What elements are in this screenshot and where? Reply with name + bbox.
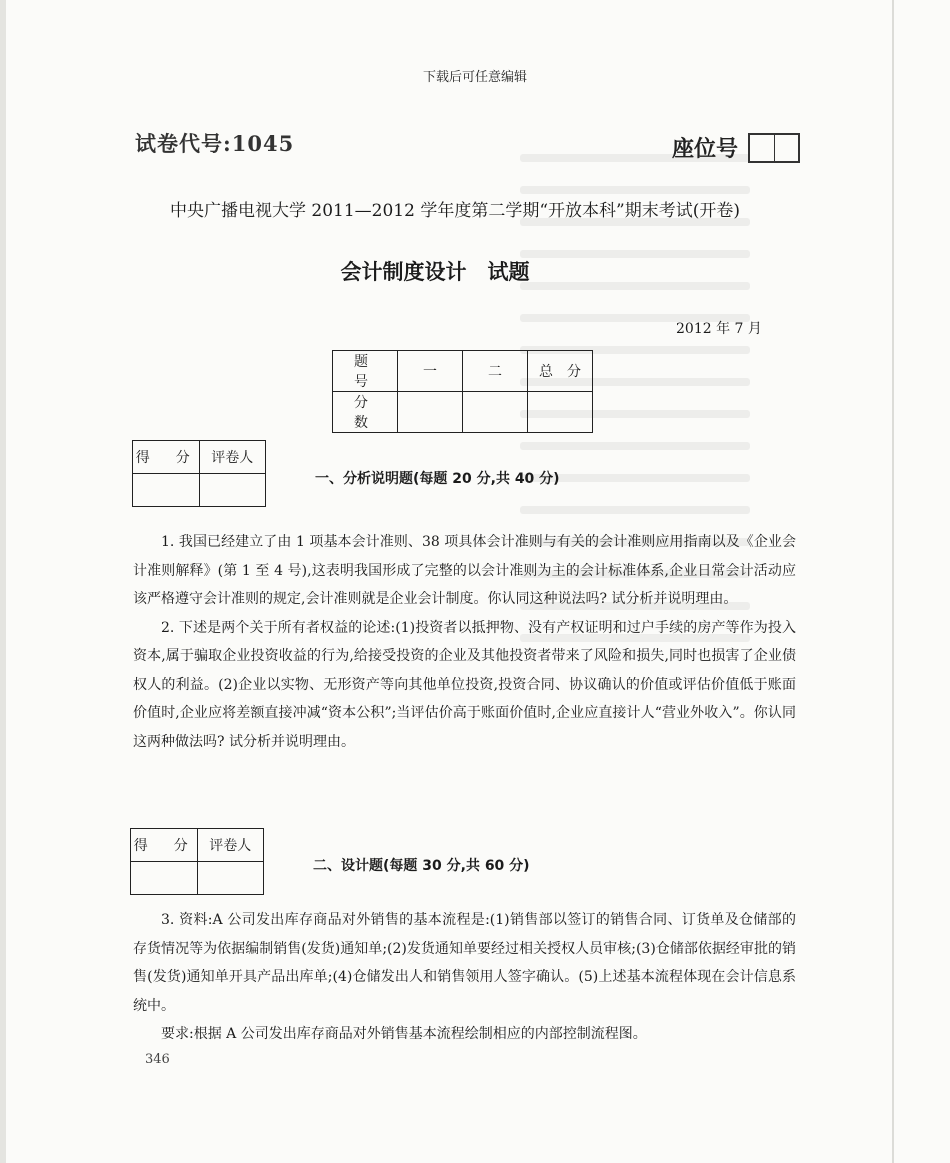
score-row-label: 分 数 (333, 392, 398, 433)
score-cell (131, 862, 198, 895)
exam-date: 2012 年 7 月 (676, 321, 762, 337)
page-right-edge (892, 0, 894, 1163)
page-left-edge (0, 0, 6, 1163)
header-note: 下载后可任意编辑 (422, 70, 527, 85)
grader-box-section2 (130, 828, 264, 895)
question-3: 3. 资料:A 公司发出库存商品对外销售的基本流程是:(1)销售部以签订的销售合同、订货单及仓储部的存货情况等为依据编制销售(发货)通知单;(2)发货通知单要经过相关授权人员审核;(3)仓储部依据经审批的销售(发货)通知单开具产品出库单;(4)仓储发出人和销售领用人签字确认。(5)上述基本流程体现在会计信息系统中。 (133, 912, 796, 1014)
seat-label: 座位号 (672, 136, 739, 162)
subject-title: 会计制度设计 试题 (340, 259, 530, 284)
requirement: 要求:根据 A 公司发出库存商品对外销售基本流程绘制相应的内部控制流程图。 (161, 1026, 647, 1042)
grader-box-section1 (132, 440, 266, 507)
paper-code: 试卷代号:1045 (135, 131, 295, 156)
grader-label: 评卷人 (197, 829, 264, 862)
question-1: 1. 我国已经建立了由 1 项基本会计准则、38 项具体会计准则与有关的会计准则应用指南以及《企业会计准则解释》(第 1 至 4 号),这表明我国形成了完整的以会计准则为主的会计标准体系,企业日常会计活动应该严格遵守会计准则的规定,会计准则就是企业会计制度。你认同这种说法吗? 试分析并说明理由。 (133, 534, 796, 607)
bleed-through-shadow (520, 130, 750, 890)
seat-number-box (748, 133, 800, 163)
score-table-header: 总 分 (528, 351, 593, 392)
score-cell (133, 474, 200, 507)
grader-label: 评卷人 (199, 441, 266, 474)
score-table-header: 一 (398, 351, 463, 392)
score-cell (528, 392, 593, 433)
grader-cell (199, 474, 266, 507)
score-table-header-row (333, 351, 593, 392)
score-table-header: 二 (463, 351, 528, 392)
section1-title: 一、分析说明题(每题 20 分,共 40 分) (315, 471, 560, 487)
score-table-header: 题 号 (333, 351, 398, 392)
score-label: 得 分 (131, 829, 198, 862)
score-cell (463, 392, 528, 433)
section1-body (133, 528, 796, 756)
section2-body (133, 906, 796, 1049)
exam-title: 中央广播电视大学 2011—2012 学年度第二学期“开放本科”期末考试(开卷) (170, 201, 740, 221)
score-table (332, 350, 593, 433)
score-cell (398, 392, 463, 433)
grader-cell (197, 862, 264, 895)
score-table-score-row (333, 392, 593, 433)
section2-title: 二、设计题(每题 30 分,共 60 分) (313, 858, 530, 874)
score-label: 得 分 (133, 441, 200, 474)
page-number: 346 (145, 1052, 170, 1067)
question-2: 2. 下述是两个关于所有者权益的论述:(1)投资者以抵押物、没有产权证明和过户手续的房产等作为投入资本,属于骗取企业投资收益的行为,给接受投资的企业及其他投资者带来了风险和损失,同时也损害了企业债权人的利益。(2)企业以实物、无形资产等向其他单位投资,投资合同、协议确认的价值或评估价值低于账面价值时,企业应将差额直接冲减“资本公积”;当评估价高于账面价值时,企业应直接计人“营业外收入”。你认同这两种做法吗? 试分析并说明理由。 (133, 619, 796, 750)
